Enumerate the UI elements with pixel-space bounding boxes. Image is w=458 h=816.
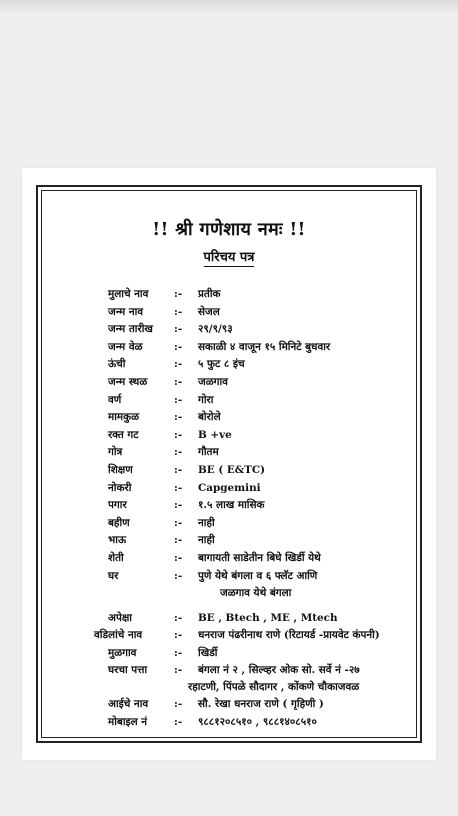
row-value: नाही — [198, 534, 215, 547]
row-value: धनराज पंढरीनाथ राणे (रिटायर्ड -प्रायवेट कंपनी) — [198, 629, 380, 642]
row-gotra — [108, 445, 428, 463]
row-birth-time — [108, 340, 428, 358]
row-value: BE ( E&TC) — [198, 463, 266, 476]
row-value: पुणे येथे बंगला व ६ फ्लॅट आणि — [198, 569, 318, 582]
row-value: बागायती साडेतीन बिघे खिर्डी येथे — [198, 551, 321, 564]
row-label: जन्म नाव — [108, 305, 144, 318]
row-birth-name — [108, 305, 428, 323]
row-mobile — [108, 715, 428, 733]
row-value: प्रतीक — [198, 288, 221, 300]
doc-subtitle-text: परिचय पत्र — [203, 250, 255, 265]
row-sep: :- — [174, 358, 183, 371]
row-sep: :- — [174, 463, 183, 476]
row-label: मुलाचे नाव — [108, 288, 149, 300]
row-value-line2: जळगाव येथे बंगला — [220, 586, 292, 599]
row-label: मोबाइल नं — [108, 715, 148, 728]
row-label: ऊंची — [108, 358, 126, 371]
document-page — [22, 168, 436, 760]
row-sep: :- — [174, 393, 183, 406]
row-label: पगार — [108, 499, 127, 512]
row-sep: :- — [174, 534, 183, 547]
row-label: जन्म वेळ — [108, 340, 143, 353]
row-label: शेती — [108, 551, 124, 564]
row-brother — [108, 533, 428, 551]
row-sep: :- — [174, 323, 183, 336]
row-value: बंगला नं २ , सिल्व्हर ओक सो. सर्वे नं -२७ — [198, 664, 360, 677]
row-value: B +ve — [198, 428, 232, 441]
row-sep: :- — [174, 611, 183, 624]
row-sep: :- — [174, 288, 183, 300]
row-label: गोत्र — [108, 446, 123, 459]
row-label: अपेक्षा — [108, 611, 132, 624]
row-house — [108, 569, 428, 603]
row-education — [108, 463, 428, 481]
row-expectation — [108, 611, 428, 629]
row-sep: :- — [174, 428, 183, 441]
row-sep: :- — [174, 551, 183, 564]
row-label: जन्म तारीख — [108, 323, 153, 336]
row-value: जळगाव — [198, 375, 228, 388]
row-height — [108, 357, 428, 375]
row-maternal-family — [108, 410, 428, 428]
row-value-line2: रहाटणी, पिंपळे सौदागर , कोंकणे चौकाजवळ — [188, 681, 360, 694]
row-birth-date — [108, 322, 428, 340]
row-sister — [108, 516, 428, 534]
row-value: Capgemini — [198, 481, 261, 494]
doc-subtitle — [38, 247, 420, 265]
row-label: वर्ण — [108, 393, 122, 406]
row-value: ५ फुट ८ इंच — [198, 358, 245, 371]
row-value: गौतम — [198, 446, 219, 459]
row-sep: :- — [174, 411, 183, 424]
row-value: BE , Btech , ME , Mtech — [198, 611, 338, 624]
row-value: नाही — [198, 516, 215, 529]
row-sep: :- — [174, 698, 183, 711]
row-label: नोकरी — [108, 481, 132, 494]
row-label: वडिलांचे नाव — [94, 629, 143, 642]
row-label: घरचा पत्ता — [108, 664, 148, 677]
row-salary — [108, 498, 428, 516]
row-sep: :- — [174, 516, 183, 529]
row-sep: :- — [174, 569, 183, 582]
row-sep: :- — [174, 481, 183, 494]
row-mother-name — [108, 697, 428, 715]
row-label: मुळगाव — [108, 646, 137, 659]
row-native-village — [108, 646, 428, 664]
row-label: जन्म स्थळ — [108, 375, 148, 388]
row-label: शिक्षण — [108, 463, 133, 476]
row-value: सेजल — [198, 305, 220, 318]
doc-title: !! श्री गणेशाय नमः !! — [152, 219, 306, 240]
row-sep: :- — [174, 375, 183, 388]
row-value: खिर्डी — [198, 646, 218, 659]
row-sep: :- — [174, 629, 183, 642]
status-bar — [0, 0, 458, 14]
row-value: सकाळी ४ वाजून १५ मिनिटे बुधवार — [198, 340, 331, 353]
row-farm — [108, 551, 428, 569]
spacer — [108, 603, 428, 611]
row-sep: :- — [174, 340, 183, 353]
row-label: बहीण — [108, 516, 130, 529]
row-value: बोरोले — [198, 411, 221, 424]
row-complexion — [108, 393, 428, 411]
row-value: २९/९/९३ — [198, 323, 233, 336]
row-sep: :- — [174, 646, 183, 659]
page-border — [36, 185, 422, 743]
row-job — [108, 481, 428, 499]
row-sep: :- — [174, 664, 183, 677]
row-label: रक्त गट — [108, 428, 139, 441]
row-label: आईचे नाव — [108, 698, 149, 711]
row-sep: :- — [174, 305, 183, 318]
row-boy-name — [108, 287, 428, 305]
row-sep: :- — [174, 446, 183, 459]
row-label: मामकुळ — [108, 411, 139, 424]
row-value: गोरा — [198, 393, 214, 406]
row-value: १.५ लाख मासिक — [198, 499, 265, 512]
row-value: ९८८१२०८५१० , ९८८१४०८५१० — [198, 715, 317, 728]
row-sep: :- — [174, 499, 183, 512]
biodata-table — [94, 287, 428, 732]
row-birth-place — [108, 375, 428, 393]
row-label: भाऊ — [108, 534, 127, 547]
row-blood-group — [108, 428, 428, 446]
row-father-name — [94, 628, 428, 646]
row-address — [108, 663, 428, 697]
row-value: सौ. रेखा धनराज राणे ( गृहिणी ) — [198, 698, 324, 711]
row-sep: :- — [174, 715, 183, 728]
row-label: घर — [108, 569, 119, 582]
